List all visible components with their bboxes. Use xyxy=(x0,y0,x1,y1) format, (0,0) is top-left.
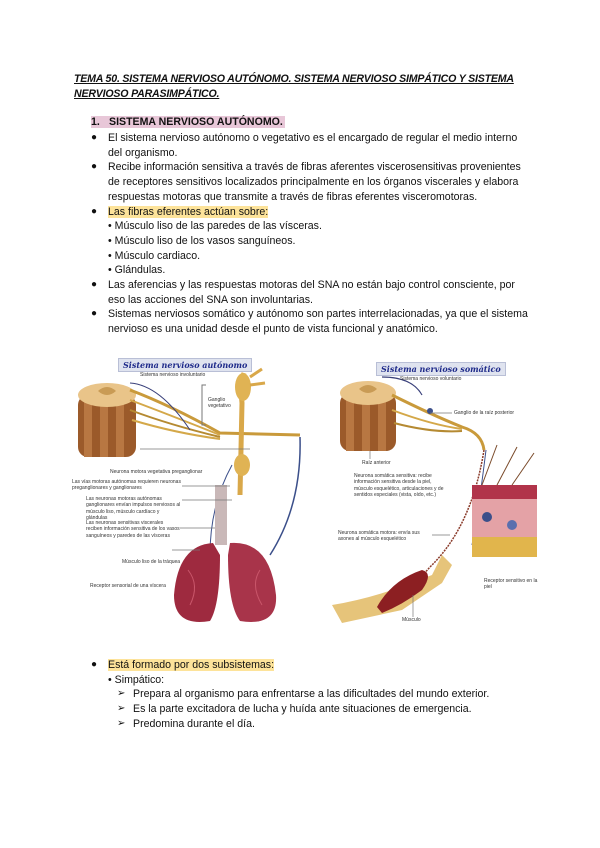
label-trachea: Músculo liso de la tráquea xyxy=(122,559,181,565)
figure-subtitle: Sistema nervioso voluntario xyxy=(400,376,462,382)
label-ganglion: Ganglio vegetativo xyxy=(208,397,231,410)
sub-item-sympathetic: • Simpático: xyxy=(108,673,165,686)
label-muscle: Músculo xyxy=(402,617,421,623)
arrow-item: ➢ Predomina durante el día. xyxy=(117,717,255,730)
figure-subtitle: Sistema nervioso involuntario xyxy=(140,372,206,378)
label-skin-receptor: Receptor sensitivo en la piel xyxy=(484,578,538,591)
sub-item: • Músculo liso de los vasos sanguíneos. xyxy=(108,234,296,247)
label-posterior-root-ganglion: Ganglio de la raíz posterior xyxy=(454,410,515,416)
intro-bullets xyxy=(91,131,531,337)
bullet-icon: ● xyxy=(91,308,98,320)
arrow-item: ➢ Prepara al organismo para enfrentarse a las dificultades del mundo exterior. xyxy=(117,688,490,701)
bullet-item-subsystems xyxy=(91,658,531,673)
label-sensory-neurons: Las neuronas sensitivas viscerales reciben información sensitiva de los vasos sanguíneos y paredes de las vísceras xyxy=(86,520,180,539)
bullet-icon: ● xyxy=(91,132,98,143)
bullet-item-efferent xyxy=(91,205,531,220)
label-receptor: Receptor sensorial de una víscera xyxy=(90,583,166,589)
arrow-item: ➢ Es la parte excitadora de lucha y huída ante situaciones de emergencia. xyxy=(117,703,472,716)
arrow-bullet-icon: ➢ xyxy=(117,688,126,700)
bullet-icon: ● xyxy=(91,659,98,670)
label-anterior-root: Raíz anterior xyxy=(362,460,391,466)
bullet-icon: ● xyxy=(91,161,98,173)
section-heading-text: SISTEMA NERVIOSO AUTÓNOMO. xyxy=(109,116,283,128)
subsystems-block xyxy=(91,658,531,732)
section-heading xyxy=(91,115,285,129)
highlighted-text: Está formado por dos subsistemas: xyxy=(108,659,275,671)
highlighted-text: Las fibras eferentes actúan sobre: xyxy=(108,205,269,218)
arrow-bullet-icon: ➢ xyxy=(117,703,126,715)
bullet-icon: ● xyxy=(91,279,98,291)
label-ganglionic-neurons: Las neuronas motoras autónomas ganglionares envían impulsos nerviosos al músculo liso, músculo cardíaco y glándulas xyxy=(86,496,181,521)
label-somatic-sensory: Neurona somática sensitiva: recibe información sensitiva desde la piel, músculo esquelético, articulaciones y de sentidos especiales (vista, oído, etc.) xyxy=(354,473,444,498)
bullet-item: ● Recibe información sensitiva a través de fibras aferentes viscerosensitivas provenientes de receptores sensitivos localizados principalmente en los órganos viscerales y elabora respuestas motoras que transmite a través de fibras eferentes visceromotoras. xyxy=(91,161,521,203)
sub-item: • Músculo cardiaco. xyxy=(108,249,201,262)
bullet-icon: ● xyxy=(91,205,98,217)
sub-item: • Músculo liso de las paredes de las vísceras. xyxy=(108,220,322,233)
figure-title: Sistema nervioso autónomo xyxy=(118,358,252,372)
section-number: 1. xyxy=(91,116,100,128)
section-heading-highlight xyxy=(91,116,285,128)
bullet-item: ● El sistema nervioso autónomo o vegetativo es el encargado de regular el medio interno del organismo. xyxy=(91,132,518,159)
figure-autonomic-nervous-system xyxy=(70,355,305,630)
figure-somatic-nervous-system xyxy=(322,355,542,625)
label-somatic-motor: Neurona somática motora: envía sus axones al músculo esquelético xyxy=(338,530,420,543)
figure-title: Sistema nervioso somático xyxy=(376,362,506,376)
arrow-bullet-icon: ➢ xyxy=(117,717,126,729)
sub-item: • Glándulas. xyxy=(108,264,166,277)
document-title: TEMA 50. SISTEMA NERVIOSO AUTÓNOMO. SISTEMA NERVIOSO SIMPÁTICO Y SISTEMA NERVIOSO PARASIMPÁTICO. xyxy=(74,73,514,100)
label-preganglionic: Neurona motora vegetativa preganglionar xyxy=(110,469,203,475)
label-circuit: Las vías motoras autónomas requieren neuronas preganglionares y ganglionares xyxy=(72,479,181,492)
bullet-item: ● Las aferencias y las respuestas motoras del SNA no están bajo control consciente, por eso las acciones del SNA son involuntarias. xyxy=(91,279,515,306)
bullet-item: ● Sistemas nerviosos somático y autónomo son partes interrelacionadas, ya que el sistema nervioso es una unidad desde el punto de vista funcional y anatómico. xyxy=(91,308,528,336)
